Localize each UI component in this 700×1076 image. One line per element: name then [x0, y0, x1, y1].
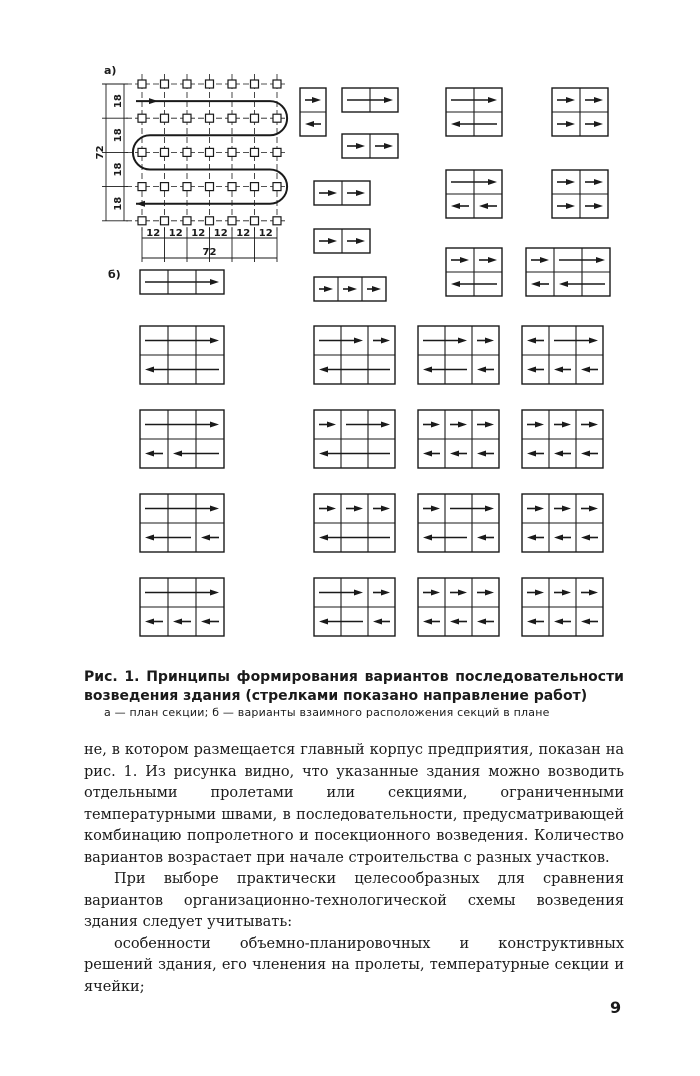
column-marker	[183, 217, 191, 225]
dimension-label: 12	[168, 228, 183, 239]
column-marker	[161, 183, 169, 191]
column-marker	[273, 114, 281, 122]
column-marker	[138, 183, 146, 191]
dimension-label: 18	[113, 196, 124, 211]
body-text	[84, 740, 624, 998]
column-marker	[273, 183, 281, 191]
figure-caption-subtitle: а — план секции; б — варианты взаимного расположения секций в плане	[104, 706, 550, 719]
dimension-label: 72	[95, 145, 106, 160]
column-marker	[228, 80, 236, 88]
column-marker	[251, 80, 259, 88]
column-marker	[273, 80, 281, 88]
figure-label-b: б)	[108, 268, 121, 281]
column-marker	[228, 217, 236, 225]
figure-label-a: а)	[104, 64, 117, 77]
dimension-label: 12	[258, 228, 273, 239]
column-marker	[228, 114, 236, 122]
dimension-label: 72	[202, 247, 217, 258]
dimension-label: 12	[191, 228, 206, 239]
column-marker	[206, 80, 214, 88]
column-marker	[251, 217, 259, 225]
column-marker	[161, 217, 169, 225]
column-marker	[273, 217, 281, 225]
column-marker	[206, 217, 214, 225]
column-marker	[183, 114, 191, 122]
dimension-label: 12	[236, 228, 251, 239]
column-marker	[273, 148, 281, 156]
column-marker	[228, 183, 236, 191]
column-marker	[206, 148, 214, 156]
column-marker	[183, 183, 191, 191]
dimension-label: 12	[146, 228, 161, 239]
column-marker	[251, 148, 259, 156]
column-marker	[206, 114, 214, 122]
column-marker	[228, 148, 236, 156]
column-marker	[206, 183, 214, 191]
paragraph: особенности объемно-планировочных и конструктивных решений здания, его членения на пролеты, температурные секции и ячейки;	[84, 935, 624, 995]
paragraph: не, в котором размещается главный корпус предприятия, показан на рис. 1. Из рисунка видно, что указанные здания можно возводить отдельными пролетами или секциями, ограниченными температурными швами, в последовательности, предусматривающей комбинацию попролетного и посекционного возведения. Количество вариантов возрастает при начале строительства с разных участков.	[84, 742, 624, 866]
arrow-head	[136, 201, 145, 207]
column-marker	[138, 114, 146, 122]
column-marker	[251, 114, 259, 122]
arrow-head	[149, 98, 158, 104]
column-marker	[138, 148, 146, 156]
column-marker	[161, 114, 169, 122]
column-marker	[161, 148, 169, 156]
column-marker	[138, 80, 146, 88]
column-marker	[183, 80, 191, 88]
column-marker	[161, 80, 169, 88]
dimension-label: 12	[213, 228, 228, 239]
column-marker	[251, 183, 259, 191]
figure-caption-title: Рис. 1. Принципы формирования вариантов последовательности возведения здания (стрелками показано направление работ)	[84, 669, 624, 704]
page-number: 9	[610, 998, 622, 1017]
column-marker	[138, 217, 146, 225]
dimension-label: 18	[113, 128, 124, 143]
column-marker	[183, 148, 191, 156]
dimension-label: 18	[113, 162, 124, 177]
paragraph: При выборе практически целесообразных для сравнения вариантов организационно-технологической схемы возведения здания следует учитывать:	[84, 871, 624, 930]
dimension-label: 18	[113, 94, 124, 109]
